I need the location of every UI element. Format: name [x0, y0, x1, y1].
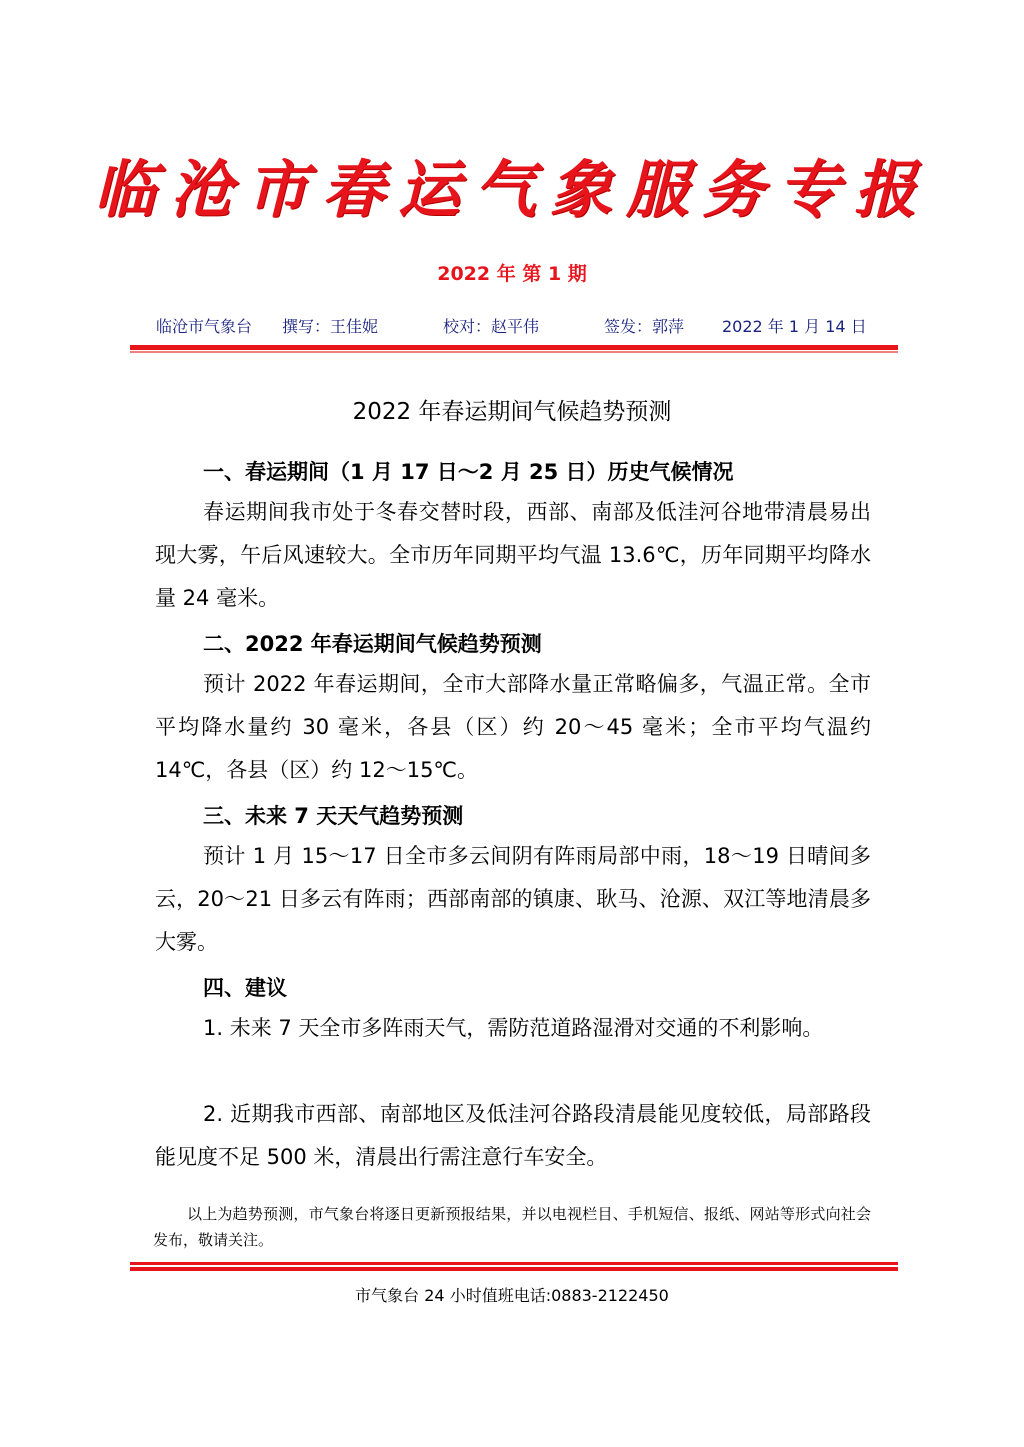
suggestion-item-1: 1. 未来 7 天全市多阵雨天气，需防范道路湿滑对交通的不利影响。: [203, 1016, 824, 1040]
masthead-meta: [156, 314, 871, 338]
footer-divider-thick: [130, 1262, 898, 1265]
approver: 签发：郭萍: [604, 317, 685, 336]
header-divider-thin: [130, 351, 898, 353]
masthead-title: 临沧市春运气象服务专报: [93, 153, 930, 226]
section-paragraph-3: 预计 1 月 15～17 日全市多云间阴有阵雨局部中雨，18～19 日晴间多云，20～21 日多云有阵雨；西部南部的镇康、耿马、沧源、双江等地清晨多大雾。: [155, 844, 871, 954]
proofreader: 校对：赵平伟: [443, 317, 540, 336]
section-paragraph-1: 春运期间我市处于冬春交替时段，西部、南部及低洼河谷地带清晨易出现大雾，午后风速较大。全市历年同期平均气温 13.6℃，历年同期平均降水量 24 毫米。: [155, 500, 871, 610]
section-heading-3: 三、未来 7 天天气趋势预测: [203, 804, 464, 828]
suggestion-item-2: 2. 近期我市西部、南部地区及低洼河谷路段清晨能见度较低，局部路段能见度不足 500 米，清晨出行需注意行车安全。: [155, 1102, 871, 1169]
footer-divider: [130, 1262, 898, 1271]
issuer: 临沧市气象台: [156, 317, 253, 336]
issue-number: 2022 年 第 1 期: [437, 263, 587, 285]
section-paragraph-2: 预计 2022 年春运期间，全市大部降水量正常略偏多，气温正常。全市平均降水量约 30 毫米，各县（区）约 20～45 毫米；全市平均气温约 14℃，各县（区）约 12～15℃。: [155, 672, 871, 782]
section-heading-2: 二、2022 年春运期间气候趋势预测: [203, 632, 542, 656]
section-heading-1: 一、春运期间（1 月 17 日～2 月 25 日）历史气候情况: [203, 460, 734, 484]
section-heading-4: 四、建议: [203, 976, 287, 1000]
document-title: 2022 年春运期间气候趋势预测: [352, 399, 672, 425]
footer-divider-thin: [130, 1267, 898, 1271]
issue-date: 2022 年 1 月 14 日: [722, 317, 867, 336]
header-divider-thick: [130, 345, 898, 350]
closing-note: 以上为趋势预测，市气象台将逐日更新预报结果，并以电视栏目、手机短信、报纸、网站等形式向社会发布，敬请关注。: [153, 1205, 871, 1249]
writer: 撰写：王佳妮: [282, 317, 379, 336]
hotline-footer: 市气象台 24 小时值班电话:0883-2122450: [355, 1286, 669, 1305]
header-divider: [130, 345, 898, 353]
